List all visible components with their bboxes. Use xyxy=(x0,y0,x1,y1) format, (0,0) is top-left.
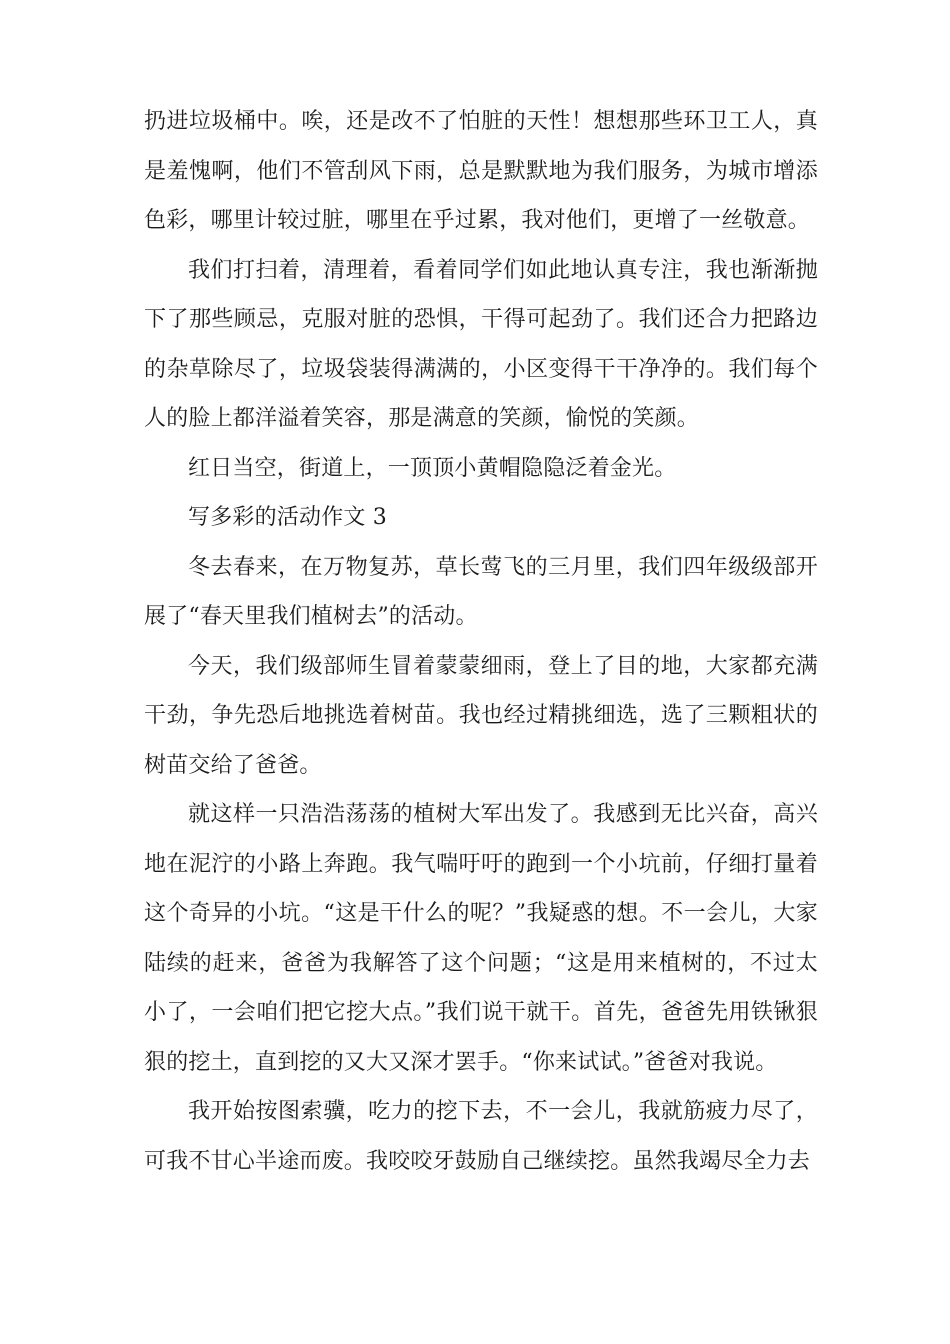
paragraph-1: 扔进垃圾桶中。唉，还是改不了怕脏的天性！想想那些环卫工人，真是羞愧啊，他们不管刮风下雨，总是默默地为我们服务，为城市增添色彩，哪里计较过脏，哪里在乎过累，我对他们，更增了一丝敬意。 xyxy=(144,109,818,233)
paragraph-6: 今天，我们级部师生冒着蒙蒙细雨，登上了目的地，大家都充满干劲，争先恐后地挑选着树苗。我也经过精挑细选，选了三颗粗状的树苗交给了爸爸。 xyxy=(144,653,818,778)
paragraph-8: 我开始按图索骥，吃力的挖下去，不一会儿，我就筋疲力尽了，可我不甘心半途而废。我咬咬牙鼓励自己继续挖。虽然我竭尽全力去 xyxy=(144,1099,818,1174)
paragraph-3: 红日当空，街道上，一顶顶小黄帽隐隐泛着金光。 xyxy=(188,455,677,481)
paragraph-7: 就这样一只浩浩荡荡的植树大军出发了。我感到无比兴奋，高兴地在泥泞的小路上奔跑。我气喘吁吁的跑到一个小坑前，仔细打量着这个奇异的小坑。“这是干什么的呢？”我疑惑的想。不一会儿，大家陆续的赶来，爸爸为我解答了这个问题；“这是用来植树的，不过太小了，一会咱们把它挖大点。”我们说干就干。首先，爸爸先用铁锹狠狠的挖土，直到挖的又大又深才罢手。“你来试试。”爸爸对我说。 xyxy=(144,802,818,1075)
section-heading: 写多彩的活动作文 3 xyxy=(188,505,387,530)
paragraph-2: 我们打扫着，清理着，看着同学们如此地认真专注，我也渐渐抛下了那些顾忌，克服对脏的恐惧，干得可起劲了。我们还合力把路边的杂草除尽了，垃圾袋装得满满的，小区变得干干净净的。我们每个人的脸上都洋溢着笑容，那是满意的笑颜，愉悦的笑颜。 xyxy=(144,257,818,431)
document-body xyxy=(144,97,818,1186)
paragraph-5: 冬去春来，在万物复苏，草长莺飞的三月里，我们四年级级部开展了“春天里我们植树去”的活动。 xyxy=(144,554,818,629)
